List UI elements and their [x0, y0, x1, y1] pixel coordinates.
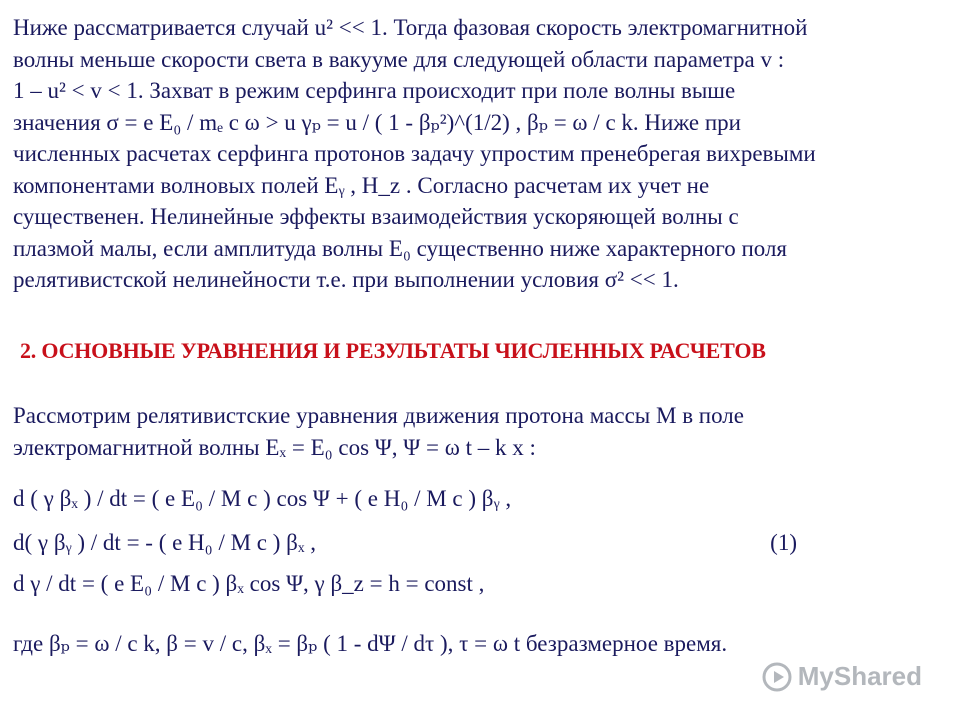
equation-gamma: d γ / dt = ( e E₀ / M c ) βₓ cos Ψ, γ β_z = h = const , — [13, 571, 485, 596]
equations-intro-paragraph — [13, 400, 947, 463]
text-line: плазмой малы, если амплитуда волны E₀ существенно ниже характерного поля — [13, 235, 788, 261]
equation-gamma-beta-y — [13, 527, 947, 558]
text-line: численных расчетах серфинга протонов задачу упростим пренебрегая вихревыми — [13, 141, 816, 166]
intro-paragraph — [13, 12, 947, 296]
section-heading: 2. ОСНОВНЫЕ УРАВНЕНИЯ И РЕЗУЛЬТАТЫ ЧИСЛЕННЫХ РАСЧЕТОВ — [20, 338, 766, 363]
text-line: волны меньше скорости света в вакууме для следующей области параметра v : — [13, 46, 785, 72]
text-line: значения σ = e E₀ / mₑ c ω > u γₚ = u / ( 1 - βₚ²)^(1/2) , βₚ = ω / c k. Ниже при — [13, 109, 741, 135]
text-line: компонентами волновых полей Eᵧ , H_z . Согласно расчетам их учет не — [13, 172, 710, 198]
text-line: электромагнитной волны Eₓ = E₀ cos Ψ, Ψ = ω t – k x : — [13, 434, 536, 460]
text-line: 1 – u² < v < 1. Захват в режим серфинга происходит при поле волны выше — [13, 78, 736, 103]
text-line: Ниже рассматривается случай u² << 1. Тогда фазовая скорость электромагнитной — [13, 15, 808, 40]
myshared-logo-icon — [762, 662, 792, 692]
equation-number: (1) — [770, 530, 797, 555]
myshared-watermark — [762, 661, 922, 692]
text-line: существенен. Нелинейные эффекты взаимодействия ускоряющей волны с — [13, 204, 739, 229]
watermark-text: MyShared — [797, 661, 922, 691]
equation-gamma-beta-x: d ( γ βₓ ) / dt = ( e E₀ / M c ) cos Ψ + ( e H₀ / M c ) βᵧ , — [13, 486, 512, 511]
definitions-line: где βₚ = ω / c k, β = v / c, βₓ = βₚ ( 1 - dΨ / dτ ), τ = ω t безразмерное время. — [13, 631, 728, 656]
text-line: Рассмотрим релятивистские уравнения движения протона массы M в поле — [13, 403, 744, 428]
equation-gamma-beta-y-text: d( γ βᵧ ) / dt = - ( e H₀ / M c ) βₓ , — [13, 530, 317, 555]
text-line: релятивистской нелинейности т.е. при выполнении условия σ² << 1. — [13, 267, 679, 292]
